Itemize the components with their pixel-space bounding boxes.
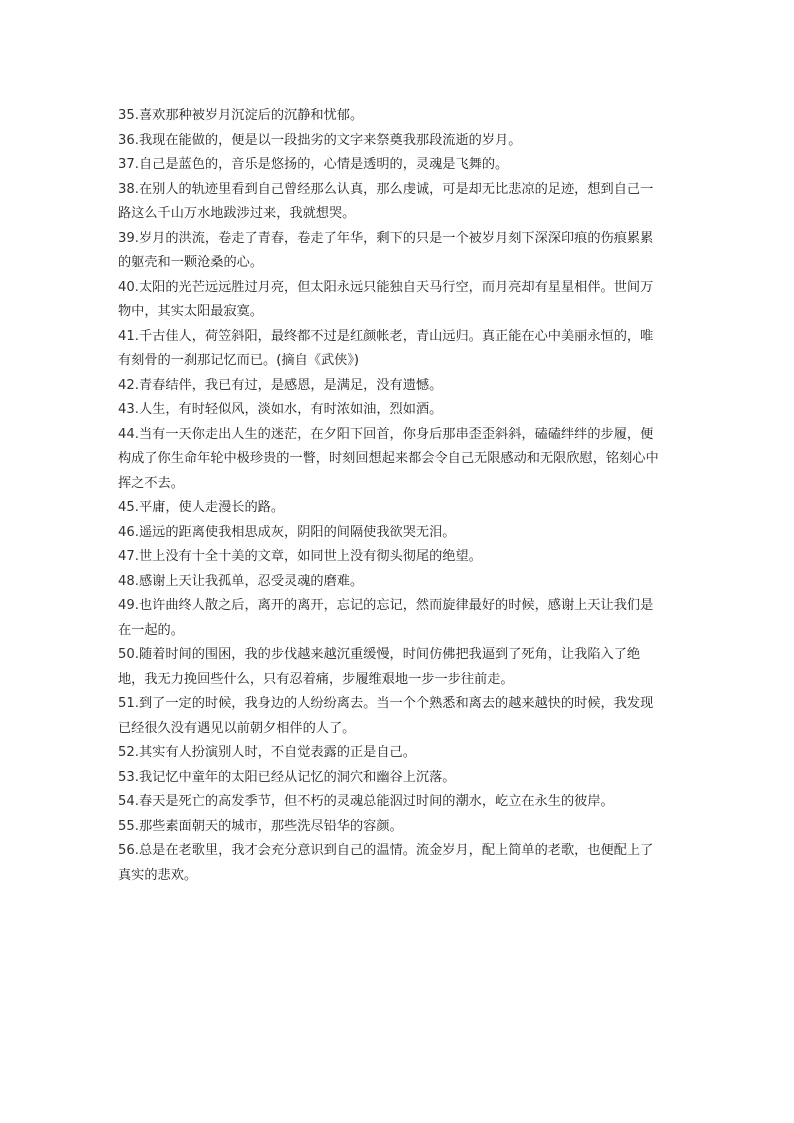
item-number: 56. [118,843,139,858]
item-text: 世上没有十全十美的文章，如同世上没有彻头彻尾的绝望。 [138,549,482,564]
list-item [118,227,663,276]
item-text: 当有一天你走出人生的迷茫，在夕阳下回首，你身后那串歪歪斜斜，磕磕绊绊的步履，便构成了你生命年轮中极珍贵的一瞥，时刻回想起来都会令自己无限感动和无限欣慰，铭刻心中挥之不去。 [118,426,659,491]
list-item [118,423,663,497]
item-number: 38. [118,181,139,197]
list-item [118,276,663,325]
list-item [118,594,663,643]
item-number: 39. [118,230,139,246]
list-item [118,692,663,741]
item-number: 46. [118,524,139,540]
list-item [118,104,663,129]
item-number: 43. [118,402,139,417]
item-number: 49. [118,598,139,613]
item-text: 平庸，使人走漫长的路。 [138,500,285,515]
item-text: 其实有人扮演别人时，不自觉表露的正是自己。 [138,745,416,760]
list-item [118,643,663,692]
item-text: 遥远的距离使我相思成灰，阴阳的间隔使我欲哭无泪。 [138,524,456,540]
item-text: 自己是蓝色的，音乐是悠扬的，心情是透明的，灵魂是飞舞的。 [138,157,509,172]
item-number: 37. [118,157,139,172]
item-number: 50. [118,647,139,662]
item-text: 总是在老歌里，我才会充分意识到自己的温情。流金岁月，配上简单的老歌，也便配上了真实的悲欢。 [118,843,654,883]
list-item [118,496,663,521]
item-number: 51. [118,696,139,711]
quote-list [118,104,663,888]
item-text: 千古佳人，荷笠斜阳，最终都不过是红颜帐老，青山远归。真正能在心中美丽永恒的，唯有刻骨的一刹那记忆而已。(摘自《武侠》) [118,328,654,368]
list-item [118,374,663,399]
item-text: 岁月的洪流，卷走了青春，卷走了年华，剩下的只是一个被岁月刻下深深印痕的伤痕累累的躯壳和一颗沧桑的心。 [118,230,654,270]
item-text: 喜欢那种被岁月沉淀后的沉静和忧郁。 [138,108,364,123]
item-number: 45. [118,500,139,515]
list-item [118,178,663,227]
list-item [118,741,663,766]
list-item [118,815,663,840]
list-item [118,839,663,888]
item-text: 人生，有时轻似风，淡如水，有时浓如油，烈如酒。 [138,402,443,417]
item-number: 41. [118,328,139,344]
list-item [118,790,663,815]
item-number: 52. [118,745,139,760]
item-text: 青春结伴，我已有过，是感恩，是满足，没有遗憾。 [138,377,443,393]
item-text: 太阳的光芒远远胜过月亮，但太阳永远只能独自天马行空，而月亮却有星星相伴。世间万物中，其实太阳最寂寞。 [118,279,654,319]
item-text: 我记忆中童年的太阳已经从记忆的洞穴和幽谷上沉落。 [138,769,456,785]
list-item [118,545,663,570]
item-number: 47. [118,549,139,564]
list-item [118,153,663,178]
item-number: 54. [118,794,139,809]
item-number: 35. [118,108,139,123]
item-number: 48. [118,573,139,589]
item-text: 也许曲终人散之后，离开的离开，忘记的忘记，然而旋律最好的时候，感谢上天让我们是在一起的。 [118,598,654,638]
item-number: 44. [118,426,139,442]
item-text: 到了一定的时候，我身边的人纷纷离去。当一个个熟悉和离去的越来越快的时候，我发现已经很久没有遇见以前朝夕相伴的人了。 [118,696,654,736]
item-text: 随着时间的围困，我的步伐越来越沉重缓慢，时间仿佛把我逼到了死角，让我陷入了绝地，我无力挽回些什么，只有忍着痛，步履维艰地一步一步往前走。 [118,647,641,687]
list-item [118,129,663,154]
list-item [118,766,663,791]
item-number: 36. [118,132,139,148]
item-number: 40. [118,279,139,295]
item-text: 春天是死亡的高发季节，但不朽的灵魂总能泅过时间的潮水，屹立在永生的彼岸。 [138,794,614,809]
item-number: 53. [118,769,139,785]
item-number: 42. [118,377,139,393]
list-item [118,325,663,374]
list-item [118,521,663,546]
item-text: 在别人的轨迹里看到自己曾经那么认真，那么虔诚，可是却无比悲凉的足迹，想到自己一路这么千山万水地跋涉过来，我就想哭。 [118,181,654,221]
list-item [118,398,663,423]
item-number: 55. [118,818,139,834]
item-text: 那些素面朝天的城市，那些洗尽铅华的容颜。 [138,818,403,834]
item-text: 我现在能做的，便是以一段拙劣的文字来祭奠我那段流逝的岁月。 [138,132,522,148]
list-item [118,570,663,595]
item-text: 感谢上天让我孤单，忍受灵魂的磨难。 [138,573,364,589]
